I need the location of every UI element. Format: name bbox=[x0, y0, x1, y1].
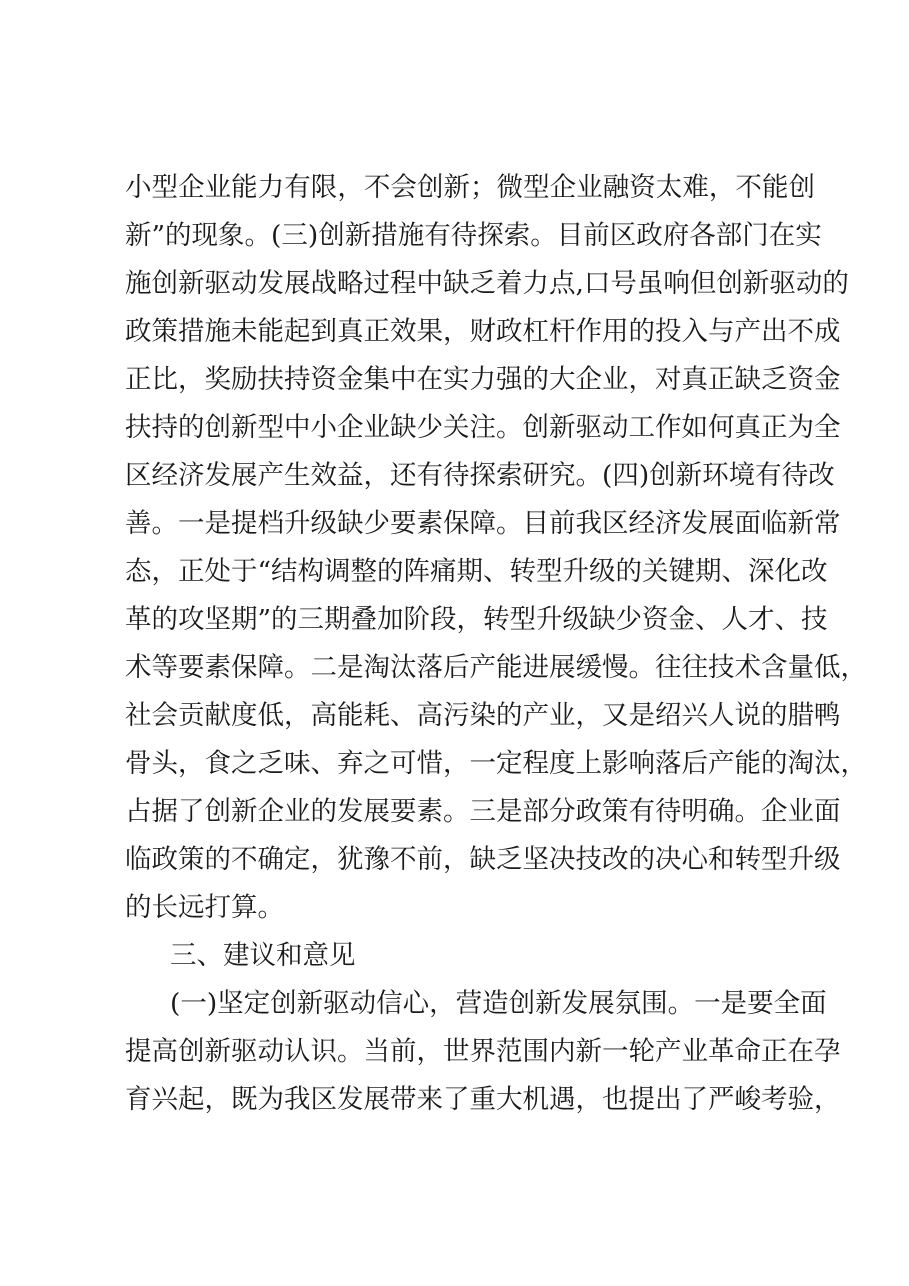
text-line: 政策措施未能起到真正效果，财政杠杆作用的投入与产出不成 bbox=[125, 316, 841, 347]
text-line: 提高创新驱动认识。当前，世界范围内新一轮产业革命正在孕 bbox=[125, 1036, 841, 1067]
text-line: 善。一是提档升级缺少要素保障。目前我区经济发展面临新常 bbox=[125, 508, 841, 539]
document-body bbox=[125, 164, 867, 1124]
section-heading: 三、建议和意见 bbox=[170, 940, 356, 971]
text-line: 术等要素保障。二是淘汰落后产能进展缓慢。往往技术含量低， bbox=[125, 652, 867, 683]
text-line: 态，正处于“结构调整的阵痛期、转型升级的关键期、深化改 bbox=[125, 556, 828, 587]
text-line: 施创新驱动发展战略过程中缺乏着力点,口号虽响但创新驱动的 bbox=[125, 268, 849, 299]
text-line: 扶持的创新型中小企业缺少关注。创新驱动工作如何真正为全 bbox=[125, 412, 841, 443]
text-line: 育兴起，既为我区发展带来了重大机遇，也提出了严峻考验， bbox=[125, 1084, 841, 1115]
text-line: 正比，奖励扶持资金集中在实力强的大企业，对真正缺乏资金 bbox=[125, 364, 841, 395]
text-line: (一)坚定创新驱动信心，营造创新发展氛围。一是要全面 bbox=[170, 988, 827, 1019]
text-line: 占据了创新企业的发展要素。三是部分政策有待明确。企业面 bbox=[125, 796, 841, 827]
paragraph-problems-continued bbox=[125, 164, 867, 932]
text-line: 骨头，食之乏味、弃之可惜，一定程度上影响落后产能的淘汰， bbox=[125, 748, 867, 779]
text-line: 社会贡献度低，高能耗、高污染的产业，又是绍兴人说的腊鸭 bbox=[125, 700, 841, 731]
paragraph-suggestions bbox=[125, 980, 841, 1124]
text-line: 小型企业能力有限，不会创新；微型企业融资太难，不能创 bbox=[125, 172, 815, 203]
text-line: 新”的现象。(三)创新措施有待探索。目前区政府各部门在实 bbox=[125, 220, 822, 251]
text-line: 的长远打算。 bbox=[125, 892, 284, 923]
text-line: 临政策的不确定，犹豫不前，缺乏坚决技改的决心和转型升级 bbox=[125, 844, 841, 875]
text-line: 革的攻坚期”的三期叠加阶段，转型升级缺少资金、人才、技 bbox=[125, 604, 828, 635]
text-line: 区经济发展产生效益，还有待探索研究。(四)创新环境有待改 bbox=[125, 460, 835, 491]
